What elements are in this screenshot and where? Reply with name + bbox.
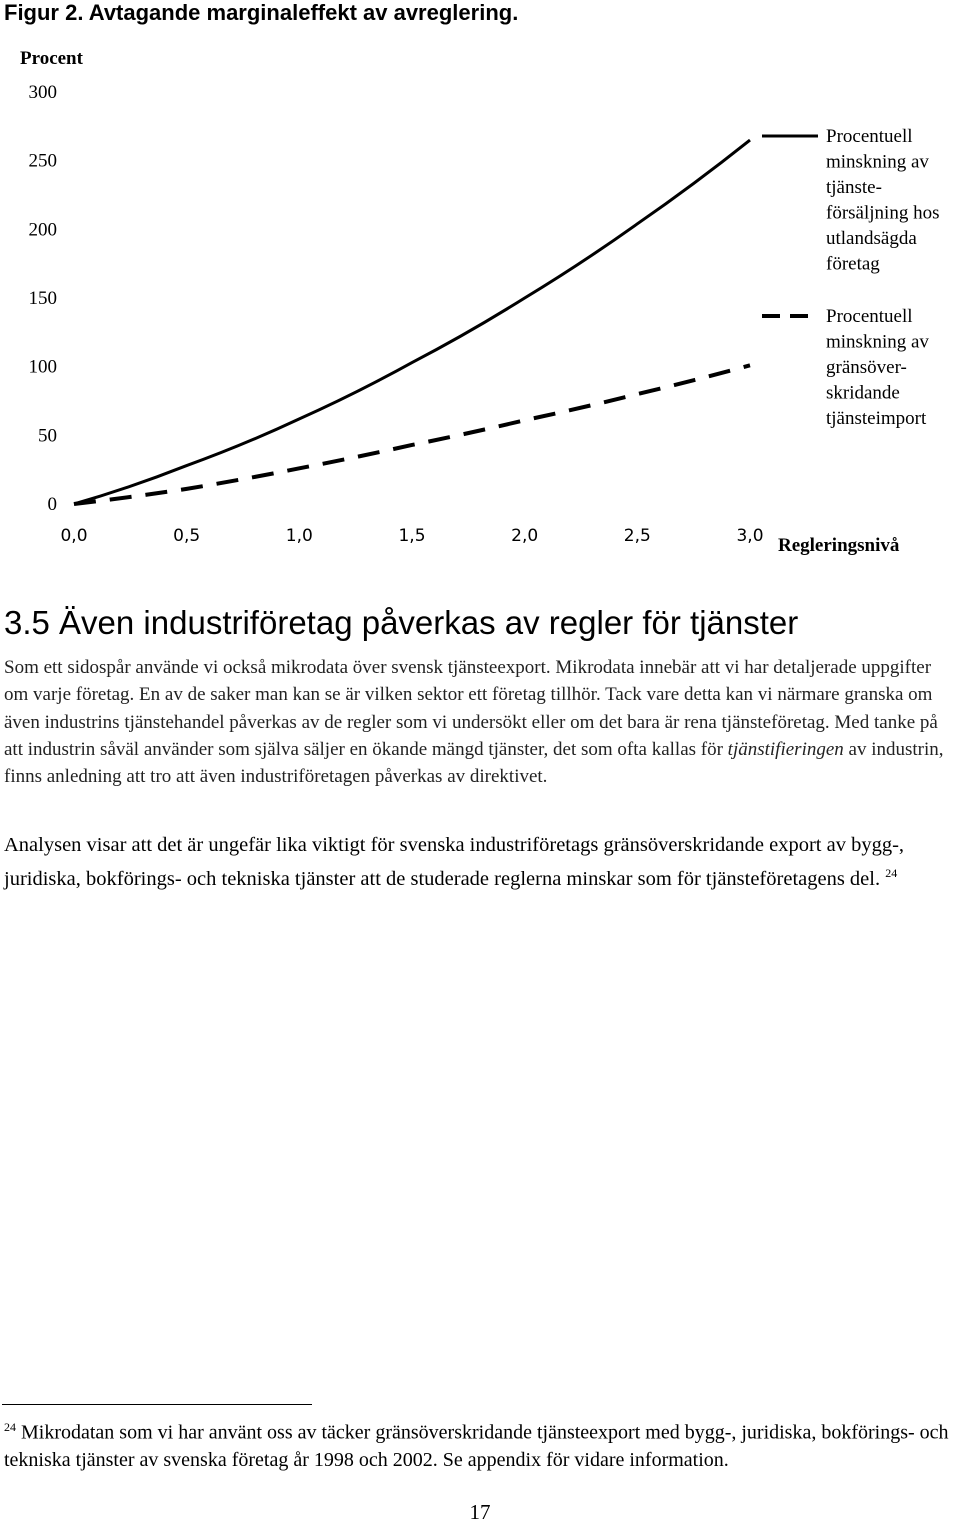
x-tick-label: 3,0 [736, 526, 764, 546]
legend-label: försäljning hos [826, 202, 940, 224]
series-line-solid [74, 140, 750, 504]
y-tick-label: 300 [28, 82, 57, 103]
y-tick-label: 50 [38, 425, 57, 447]
legend-label: utlandsägda [826, 228, 917, 249]
paragraph-1-text-a: Som ett sidospår använde vi också mikrodata över svensk tjänsteexport. Mikrodata innebär att vi har detaljerade uppgifter om varje företag. En av de saker man kan se är vilken sektor ett företag tillhör. Tack vare detta kan vi närmare granska om även industrins tjänstehandel påverkas av de regler som vi undersökt eller om det bara är rena tjänsteföretag. Med tanke på att industrin såväl använder som själva säljer en ökande mängd tjänster, det som ofta kallas för [4, 657, 938, 760]
paragraph-2-text: Analysen visar att det är ungefär lika viktigt för svenska industriföretags gränsöverskridande export av bygg-, juridiska, bokförings- och tekniska tjänster att de studerade reglerna minskar som för tjänsteföretagens del. [4, 834, 905, 890]
footnote-divider [2, 1404, 312, 1405]
series-line-dashed [74, 365, 750, 504]
x-tick-label: 0,0 [60, 526, 88, 546]
y-tick-label: 250 [28, 150, 57, 172]
paragraph-1-emphasis: tjänstifieringen [727, 738, 844, 760]
legend-label: tjänsteimport [826, 408, 927, 429]
footnote [4, 1414, 958, 1474]
y-tick-label: 200 [28, 219, 57, 241]
y-tick-label: 0 [47, 494, 57, 515]
section-heading: 3.5 Även industriföretag påverkas av regler för tjänster [4, 604, 799, 641]
y-axis-label: Procent [20, 48, 83, 69]
x-tick-label: 1,5 [398, 526, 426, 546]
legend-label: minskning av [826, 331, 929, 353]
x-tick-label: 0,5 [173, 526, 201, 546]
legend-label: minskning av [826, 151, 929, 173]
legend-label: tjänste- [826, 177, 882, 198]
legend-label: skridande [826, 382, 900, 404]
legend-label: Procentuell [826, 306, 913, 327]
y-tick-label: 100 [28, 356, 57, 378]
legend-label: gränsöver- [826, 357, 907, 378]
x-axis-label: Regleringsnivå [778, 535, 900, 556]
page-number: 17 [469, 1500, 491, 1524]
paragraph-1 [4, 654, 958, 790]
x-tick-label: 2,0 [511, 526, 539, 546]
y-tick-label: 150 [28, 288, 57, 309]
footnote-number: 24 [4, 1420, 16, 1434]
figure-title: Figur 2. Avtagande marginaleffekt av avreglering. [4, 0, 519, 25]
legend-label: Procentuell [826, 126, 913, 147]
footnote-reference: 24 [885, 865, 898, 880]
legend-label: företag [826, 253, 880, 275]
paragraph-2 [4, 832, 958, 893]
paragraph-1-text-b: av industrin, finns anledning att tro att även industriföretagen påverkas av direktivet. [4, 738, 944, 788]
line-chart [0, 40, 960, 560]
x-tick-label: 2,5 [623, 526, 651, 546]
x-tick-label: 1,0 [285, 526, 313, 546]
footnote-text: Mikrodatan som vi har använt oss av täcker gränsöverskridande tjänsteexport med bygg-, juridiska, bokförings- och tekniska tjänster av svenska företag år 1998 och 2002. Se appendix för vidare information. [4, 1421, 949, 1471]
